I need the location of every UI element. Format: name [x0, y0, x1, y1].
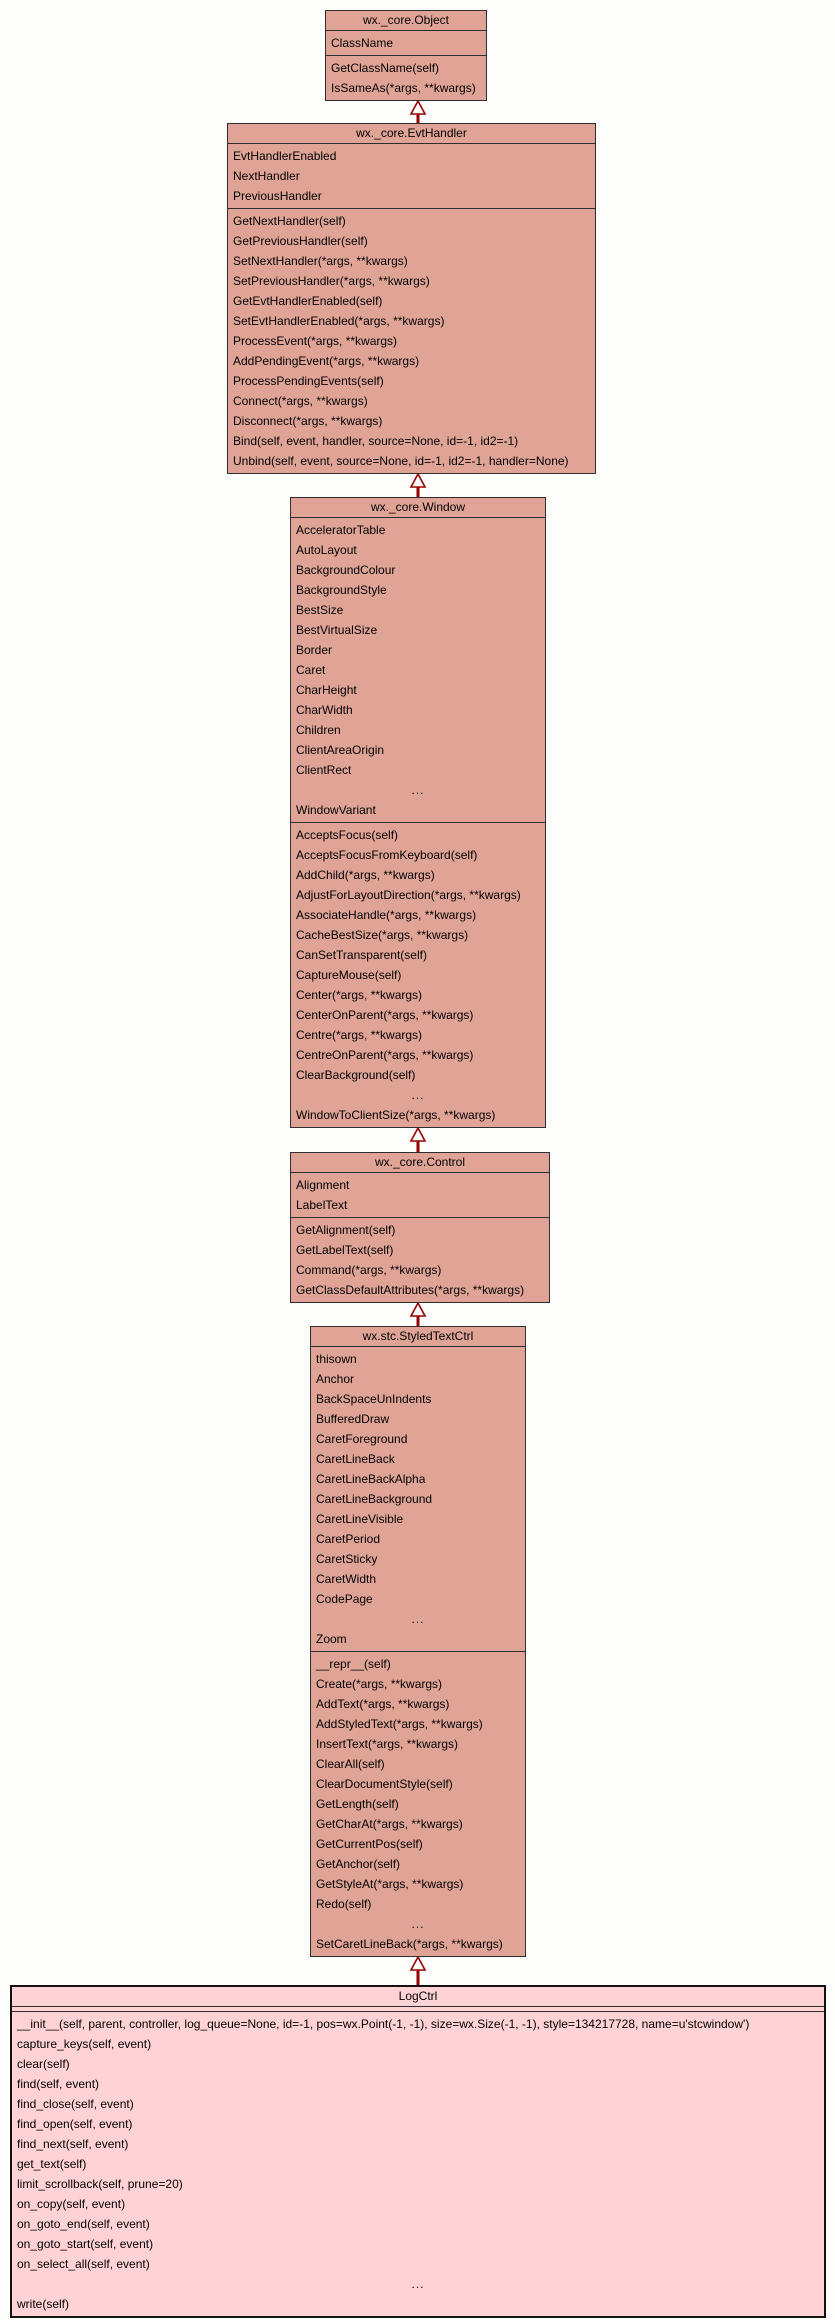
method-item: find_next(self, event): [17, 2137, 129, 2151]
attribute-item: CaretLineBackAlpha: [316, 1472, 426, 1486]
method-item: CenterOnParent(*args, **kwargs): [296, 1008, 474, 1022]
method-item: AddPendingEvent(*args, **kwargs): [233, 354, 420, 368]
method-item: find_close(self, event): [17, 2097, 134, 2111]
methods-section: [291, 1218, 549, 1302]
method-item: SetNextHandler(*args, **kwargs): [233, 254, 408, 268]
method-item: ProcessPendingEvents(self): [233, 374, 384, 388]
attribute-item: ClientAreaOrigin: [296, 743, 385, 757]
method-item: AssociateHandle(*args, **kwargs): [296, 908, 477, 922]
hollow-triangle-arrow-icon: [409, 1302, 427, 1329]
methods-section: [291, 823, 545, 1127]
attribute-item: CodePage: [316, 1592, 373, 1606]
method-item: AdjustForLayoutDirection(*args, **kwargs): [296, 888, 521, 902]
attributes-section: [311, 1347, 525, 1652]
class-node-wx-stc-styledtextctrl[interactable]: [310, 1326, 526, 1957]
method-item: Command(*args, **kwargs): [296, 1263, 442, 1277]
attribute-item: CaretWidth: [316, 1572, 377, 1586]
inheritance-arrow: [409, 1302, 427, 1329]
attributes-section: [228, 144, 595, 209]
method-item: GetAnchor(self): [316, 1857, 401, 1871]
class-title: wx._core.Window: [291, 498, 545, 518]
attribute-item: CaretForeground: [316, 1432, 408, 1446]
method-item: CacheBestSize(*args, **kwargs): [296, 928, 469, 942]
attribute-item: Anchor: [316, 1372, 355, 1386]
method-item: AddStyledText(*args, **kwargs): [316, 1717, 483, 1731]
method-item: limit_scrollback(self, prune=20): [17, 2177, 183, 2191]
method-item: ClearDocumentStyle(self): [316, 1777, 453, 1791]
attribute-item: WindowVariant: [296, 803, 376, 817]
method-item: Bind(self, event, handler, source=None, id=-1, id2=-1): [233, 434, 519, 448]
method-item: Disconnect(*args, **kwargs): [233, 414, 383, 428]
attribute-item: LabelText: [296, 1198, 348, 1212]
method-item: on_goto_end(self, event): [17, 2217, 150, 2231]
method-item: GetClassName(self): [331, 61, 440, 75]
method-item: CentreOnParent(*args, **kwargs): [296, 1048, 474, 1062]
method-item: SetEvtHandlerEnabled(*args, **kwargs): [233, 314, 445, 328]
method-item: InsertText(*args, **kwargs): [316, 1737, 459, 1751]
class-title: wx._core.EvtHandler: [228, 124, 595, 144]
method-item: AcceptsFocusFromKeyboard(self): [296, 848, 478, 862]
method-item: ...: [411, 1917, 425, 1931]
attribute-item: thisown: [316, 1352, 357, 1366]
method-item: SetPreviousHandler(*args, **kwargs): [233, 274, 430, 288]
methods-section: [12, 2012, 824, 2316]
attribute-item: AcceleratorTable: [296, 523, 386, 537]
attributes-section: [291, 518, 545, 823]
method-item: find(self, event): [17, 2077, 100, 2091]
method-item: GetAlignment(self): [296, 1223, 396, 1237]
attribute-item: BackgroundColour: [296, 563, 396, 577]
method-item: Center(*args, **kwargs): [296, 988, 423, 1002]
method-item: AcceptsFocus(self): [296, 828, 399, 842]
attribute-item: AutoLayout: [296, 543, 357, 557]
attribute-item: CaretSticky: [316, 1552, 378, 1566]
method-item: GetLength(self): [316, 1797, 399, 1811]
inheritance-arrow: [409, 473, 427, 500]
method-item: ...: [411, 1088, 425, 1102]
attribute-item: BackgroundStyle: [296, 583, 387, 597]
method-item: CaptureMouse(self): [296, 968, 402, 982]
attribute-item: CaretPeriod: [316, 1532, 381, 1546]
attribute-item: ...: [411, 1612, 425, 1626]
class-node-wx-core-window[interactable]: [290, 497, 546, 1128]
attribute-item: PreviousHandler: [233, 189, 322, 203]
attribute-item: ClassName: [331, 36, 394, 50]
attribute-item: CaretLineVisible: [316, 1512, 404, 1526]
class-node-wx-core-object[interactable]: [325, 10, 487, 101]
attribute-item: CaretLineBack: [316, 1452, 395, 1466]
method-item: GetPreviousHandler(self): [233, 234, 368, 248]
method-item: GetEvtHandlerEnabled(self): [233, 294, 383, 308]
attribute-item: Border: [296, 643, 333, 657]
method-item: on_copy(self, event): [17, 2197, 126, 2211]
attributes-section: [326, 31, 486, 56]
inheritance-arrow: [409, 1956, 427, 1987]
method-item: GetCurrentPos(self): [316, 1837, 423, 1851]
method-item: GetNextHandler(self): [233, 214, 346, 228]
methods-section: [311, 1652, 525, 1956]
attribute-item: ...: [411, 783, 425, 797]
attribute-item: ClientRect: [296, 763, 352, 777]
method-item: ...: [411, 2277, 425, 2291]
attribute-item: CaretLineBackground: [316, 1492, 433, 1506]
methods-section: [228, 209, 595, 473]
method-item: get_text(self): [17, 2157, 87, 2171]
attribute-item: BackSpaceUnIndents: [316, 1392, 432, 1406]
method-item: clear(self): [17, 2057, 70, 2071]
method-item: Create(*args, **kwargs): [316, 1677, 443, 1691]
class-title: LogCtrl: [12, 1987, 824, 2007]
inheritance-arrow: [409, 1127, 427, 1155]
method-item: __init__(self, parent, controller, log_queue=None, id=-1, pos=wx.Point(-1, -1), size=wx.Size(-1, -1), style=134217728, name=u'stcwindow'): [17, 2017, 750, 2031]
hollow-triangle-arrow-icon: [409, 1127, 427, 1155]
method-item: GetCharAt(*args, **kwargs): [316, 1817, 463, 1831]
attribute-item: CharHeight: [296, 683, 357, 697]
attributes-section: [291, 1173, 549, 1218]
attribute-item: BestVirtualSize: [296, 623, 378, 637]
class-node-wx-core-control[interactable]: [290, 1152, 550, 1303]
class-title: wx._core.Control: [291, 1153, 549, 1173]
method-item: on_goto_start(self, event): [17, 2237, 154, 2251]
method-item: Redo(self): [316, 1897, 372, 1911]
method-item: Connect(*args, **kwargs): [233, 394, 368, 408]
methods-section: [326, 56, 486, 100]
attribute-item: EvtHandlerEnabled: [233, 149, 337, 163]
attribute-item: Children: [296, 723, 341, 737]
method-item: Unbind(self, event, source=None, id=-1, id2=-1, handler=None): [233, 454, 569, 468]
class-title: wx.stc.StyledTextCtrl: [311, 1327, 525, 1347]
method-item: WindowToClientSize(*args, **kwargs): [296, 1108, 496, 1122]
hollow-triangle-arrow-icon: [409, 473, 427, 500]
method-item: find_open(self, event): [17, 2117, 133, 2131]
attribute-item: Caret: [296, 663, 326, 677]
class-title: wx._core.Object: [326, 11, 486, 31]
method-item: GetLabelText(self): [296, 1243, 394, 1257]
method-item: Centre(*args, **kwargs): [296, 1028, 423, 1042]
method-item: capture_keys(self, event): [17, 2037, 152, 2051]
method-item: GetStyleAt(*args, **kwargs): [316, 1877, 464, 1891]
method-item: ClearBackground(self): [296, 1068, 416, 1082]
method-item: IsSameAs(*args, **kwargs): [331, 81, 476, 95]
method-item: ProcessEvent(*args, **kwargs): [233, 334, 398, 348]
method-item: AddChild(*args, **kwargs): [296, 868, 435, 882]
method-item: ClearAll(self): [316, 1757, 385, 1771]
method-item: SetCaretLineBack(*args, **kwargs): [316, 1937, 503, 1951]
method-item: write(self): [17, 2297, 70, 2311]
class-node-logctrl[interactable]: [10, 1985, 826, 2318]
method-item: __repr__(self): [316, 1657, 391, 1671]
method-item: CanSetTransparent(self): [296, 948, 427, 962]
attribute-item: Alignment: [296, 1178, 350, 1192]
attribute-item: NextHandler: [233, 169, 300, 183]
method-item: AddText(*args, **kwargs): [316, 1697, 450, 1711]
attribute-item: BestSize: [296, 603, 344, 617]
method-item: on_select_all(self, event): [17, 2257, 150, 2271]
hollow-triangle-arrow-icon: [409, 1956, 427, 1987]
class-node-wx-core-evthandler[interactable]: [227, 123, 596, 474]
method-item: GetClassDefaultAttributes(*args, **kwargs): [296, 1283, 525, 1297]
attribute-item: BufferedDraw: [316, 1412, 390, 1426]
attribute-item: Zoom: [316, 1632, 347, 1646]
attribute-item: CharWidth: [296, 703, 353, 717]
